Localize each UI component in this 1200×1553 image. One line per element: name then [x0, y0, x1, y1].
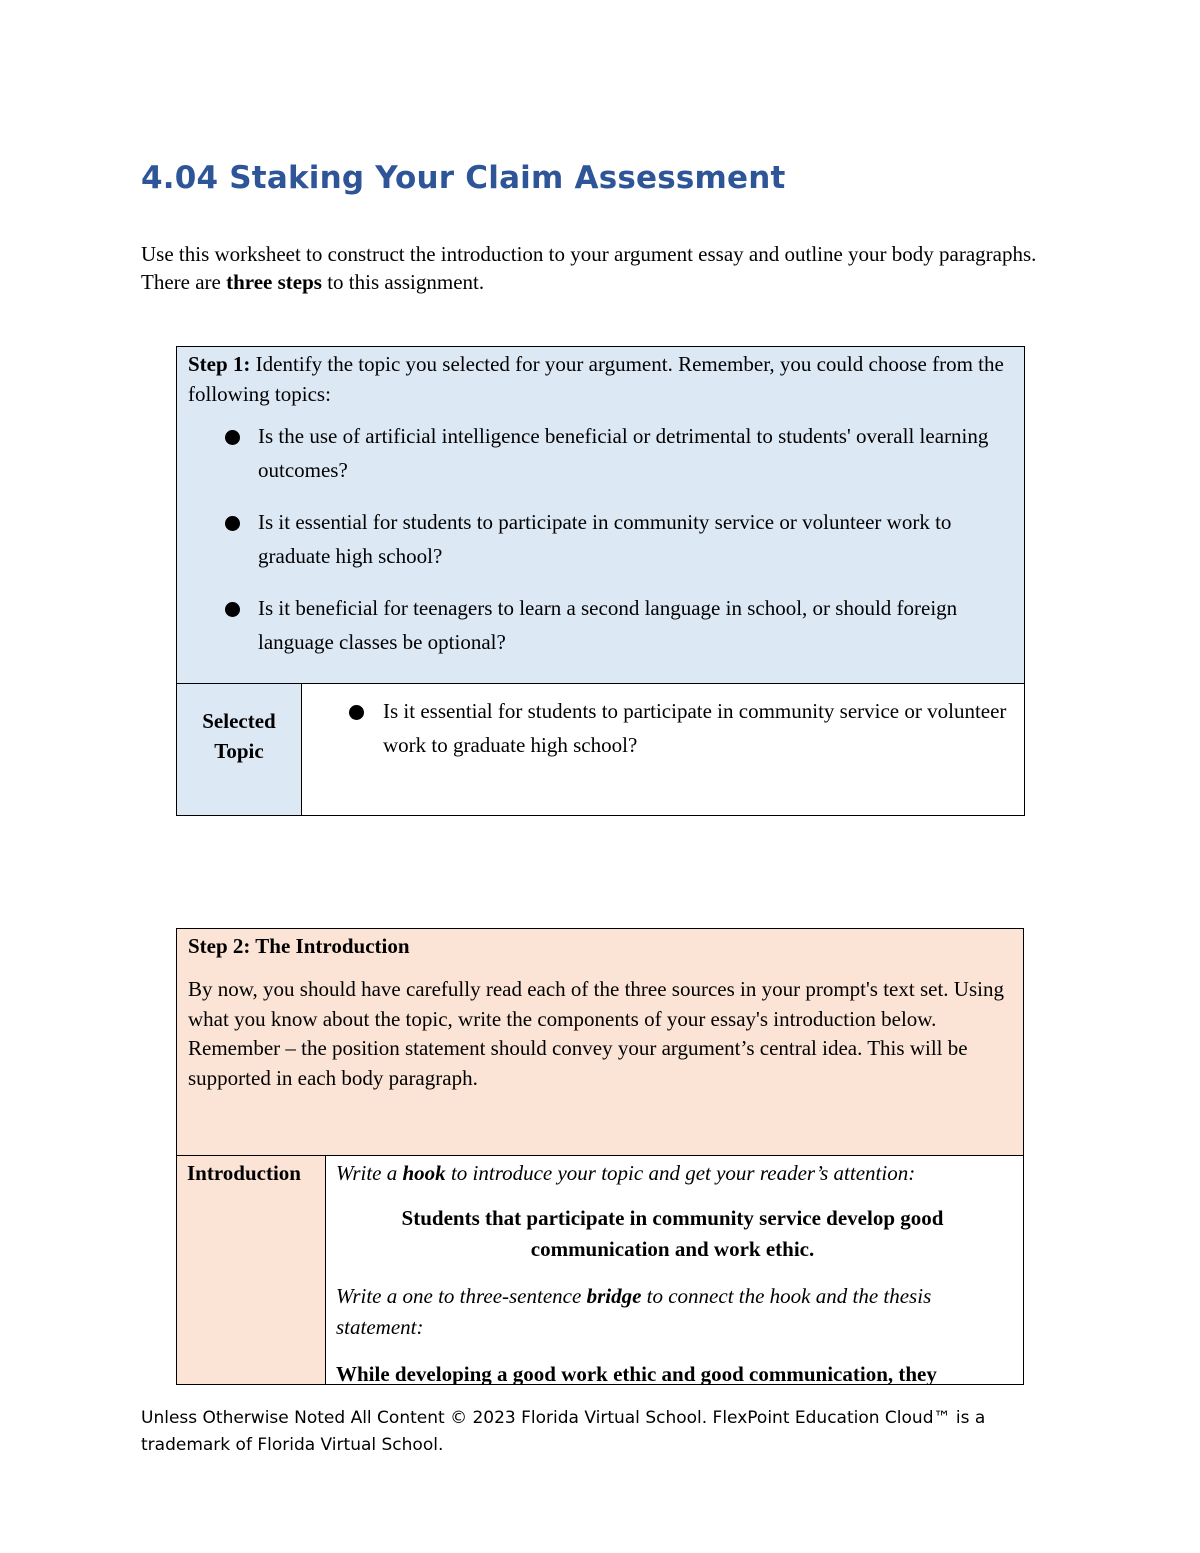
hook-prompt-after: to introduce your topic and get your reader’s attention:	[445, 1161, 916, 1185]
topic-text: Is the use of artificial intelligence beneficial or detrimental to students' overall learning outcomes?	[258, 424, 989, 482]
selected-topic-text: Is it essential for students to participate in community service or volunteer work to graduate high school?	[383, 699, 1007, 757]
bullet-icon	[225, 516, 240, 531]
topic-text: Is it essential for students to participate in community service or volunteer work to graduate high school?	[258, 510, 952, 568]
selected-topic-label-text: Selected Topic	[202, 708, 276, 763]
step1-text: Identify the topic you selected for your argument. Remember, you could choose from the following topics:	[188, 352, 1004, 406]
topic-text: Is it beneficial for teenagers to learn a second language in school, or should foreign language classes be optional?	[258, 596, 958, 654]
bridge-prompt-after: to connect the hook and the thesis statement:	[336, 1284, 932, 1339]
step1-table	[176, 346, 1025, 816]
topic-item	[188, 419, 1012, 487]
introduction-cell[interactable]	[326, 1156, 1023, 1385]
bullet-icon	[225, 602, 240, 617]
bridge-prompt-bold: bridge	[586, 1284, 642, 1308]
topic-list	[188, 419, 1012, 659]
step1-label: Step 1:	[188, 352, 251, 376]
bullet-icon	[349, 705, 364, 720]
selected-topic-item	[302, 694, 1012, 762]
topic-item	[188, 591, 1012, 659]
topic-item	[188, 505, 1012, 573]
step2-table	[176, 928, 1024, 1385]
hook-answer: Students that participate in community service develop good communication and work ethic.	[401, 1206, 944, 1261]
step2-cell	[177, 929, 1023, 1156]
bridge-prompt	[336, 1281, 1009, 1343]
hook-prompt-before: Write a	[336, 1161, 403, 1185]
selected-topic-cell[interactable]	[302, 684, 1024, 815]
step1-cell	[177, 347, 1024, 684]
page-title: 4.04 Staking Your Claim Assessment	[141, 160, 786, 196]
hook-prompt	[336, 1158, 1009, 1189]
intro-paragraph	[141, 240, 1041, 296]
intro-text-before: Use this worksheet to construct the introduction to your argument essay and outline your body paragraphs. There are	[141, 242, 1037, 294]
intro-emphasis: three steps	[226, 270, 322, 294]
step1-instructions	[188, 349, 1012, 409]
selected-topic-list	[302, 694, 1012, 762]
footer-copyright: Unless Otherwise Noted All Content © 2023 Florida Virtual School. FlexPoint Education Cloud™ is a trademark of Florida Virtual School.	[141, 1408, 986, 1455]
intro-text-after: to this assignment.	[321, 270, 485, 294]
selected-topic-label	[177, 684, 302, 815]
bridge-prompt-before: Write a one to three-sentence	[336, 1284, 587, 1308]
bridge-answer: While developing a good work ethic and good communication, they	[336, 1362, 937, 1385]
step2-heading: Step 2: The Introduction	[188, 934, 410, 958]
introduction-label: Introduction	[177, 1156, 326, 1385]
hook-prompt-bold: hook	[402, 1161, 446, 1185]
bullet-icon	[225, 430, 240, 445]
step2-instructions: By now, you should have carefully read each of the three sources in your prompt's text set. Using what you know about the topic, write the components of your essay's introduction below. Remember – the position statement should convey your argument’s central idea. This will be supported in each body paragraph.	[188, 977, 1004, 1090]
page-break-rule	[176, 1384, 1024, 1385]
